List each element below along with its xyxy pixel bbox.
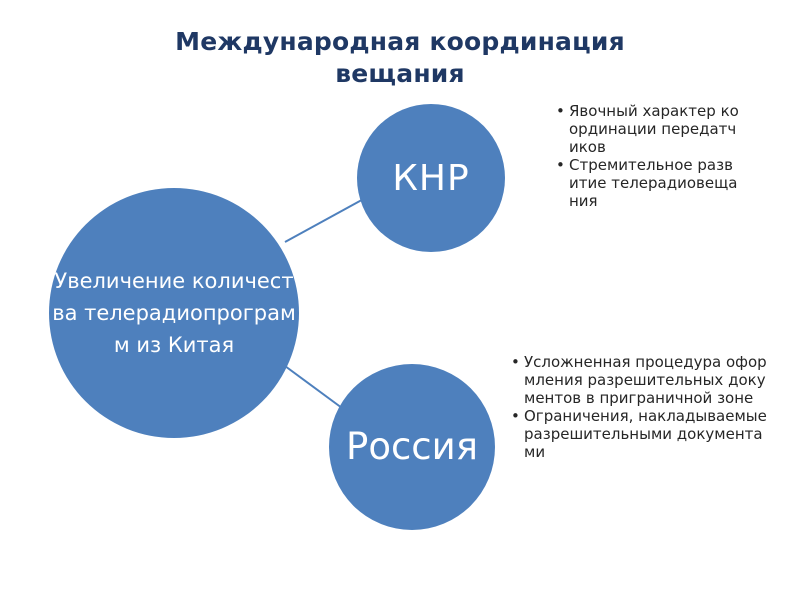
node-russia-circle [329, 364, 495, 530]
center-node-circle [49, 188, 299, 438]
node-knr-circle [357, 104, 505, 252]
knr-bullet-item: • Явочный характер координации передатчиков [554, 102, 739, 156]
title-line-2: вещания [335, 59, 465, 88]
knr-bullet-item: • Стремительное развитие телерадиовещания [554, 156, 739, 210]
node-knr-label: КНР [392, 157, 470, 199]
node-russia-label: Россия [346, 425, 478, 468]
connector-russia [285, 366, 342, 408]
russia-bullet-item: • Ограничения, накладываемые разрешительными документами [509, 407, 771, 461]
title-line-1: Международная координация [175, 27, 625, 56]
russia-bullet-item: • Усложненная процедура оформления разрешительных документов в приграничной зоне [509, 353, 771, 407]
russia-bullet-list [509, 353, 771, 461]
connector-knr [285, 196, 369, 242]
center-node-label: Увеличение количества телерадиопрограмм из Китая [52, 269, 296, 357]
knr-bullet-list [554, 102, 739, 210]
